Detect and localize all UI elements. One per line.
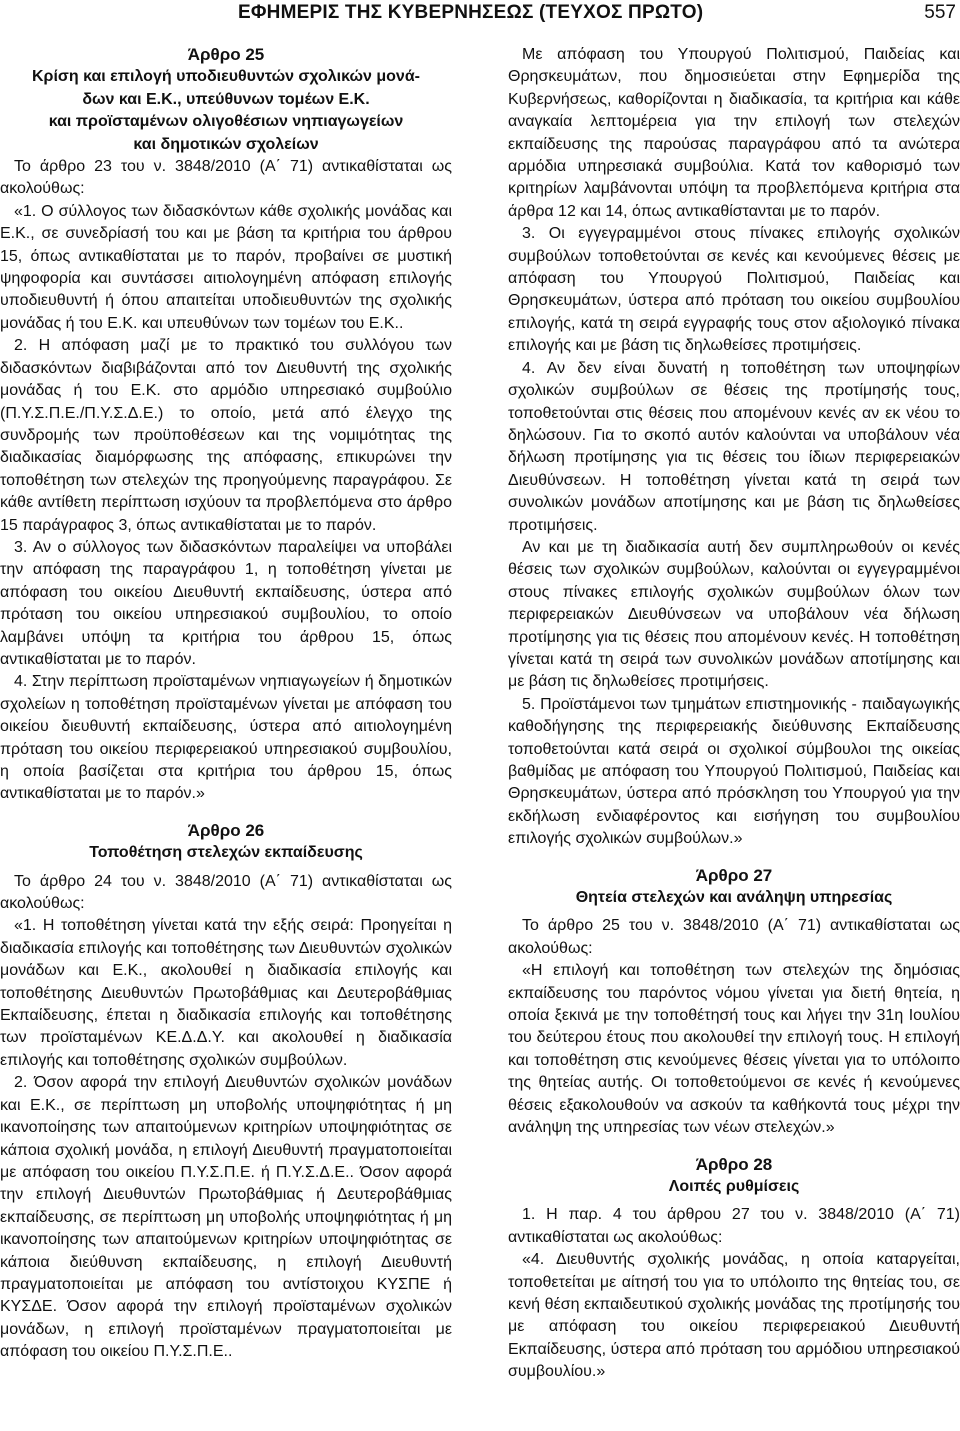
article-25-paragraph: 3. Αν ο σύλλογος των διδασκόντων παραλείψει να υποβάλει την απόφαση της παραγράφου 1, η τοποθέτηση γίνεται με απόφαση του οικείου Διευθυντή εκπαίδευσης, ύστερα από πρόταση του οικείου υπηρεσιακού συμβουλίου, το οποίο λαμβάνει υπόψη τα κριτήρια του άρθρου 15, όπως αντικαθίσταται με το παρόν.: [0, 538, 452, 668]
article-25-title-line: Κρίση και επιλογή υποδιευθυντών σχολικών μονά-: [32, 68, 420, 86]
article-28-intro: 1. Η παρ. 4 του άρθρου 27 του ν. 3848/2010 (Α΄ 71) αντικαθίσταται ως ακολούθως:: [508, 1206, 960, 1246]
left-column: [0, 44, 452, 1364]
article-25-number: Άρθρο 25: [187, 45, 265, 64]
article-28-title: Λοιπές ρυθμίσεις: [668, 1177, 800, 1195]
article-25-paragraph: 2. Η απόφαση μαζί με το πρακτικό του συλλόγου των διδασκόντων διαβιβάζονται από τον Διευθυντή της σχολικής μονάδας ή του Ε.Κ. στο αρμόδιο υπηρεσιακό συμβούλιο (Π.Υ.Σ.Π.Ε./Π.Υ.Σ.Δ.Ε.) το οποίο, μετά από έλεγχο της συνδρομής των προϋποθέσεων και της νομιμότητας της διαδικασίας διαμόρφωσης της απόφασης, επικυρώνει την τοποθέτηση των στελεχών της προηγούμενης παραγράφου. Σε κάθε αντίθετη περίπτωση ισχύουν τα προβλεπόμενα στο άρθρο 15 παράγραφος 3, όπως αντικαθίσταται με το παρόν.: [0, 337, 452, 534]
article-28-number: Άρθρο 28: [695, 1154, 773, 1174]
article-26-number: Άρθρο 26: [187, 820, 265, 840]
page-header: [0, 0, 960, 30]
continuation-paragraph: Αν και με τη διαδικασία αυτή δεν συμπληρωθούν οι κενές θέσεις των σχολικών συμβούλων, καλούνται οι εγγεγραμμένοι στους πίνακες επιλογής σχολικών συμβούλων όλων των περιφερειακών Διευθύνσεων να υποβάλουν νέα δήλωση προτίμησης για τις θέσεις που απομένουν κενές. Η τοποθέτηση γίνεται κατά τη σειρά των συνολικών μονάδων αποτίμησης και με βάση τις δηλωθείσες προτιμήσεις.: [508, 538, 960, 691]
article-26-intro: Το άρθρο 24 του ν. 3848/2010 (Α΄ 71) αντικαθίσταται ως ακολούθως:: [0, 872, 452, 913]
article-25-title-line: και δημοτικών σχολείων: [133, 135, 319, 153]
page-number: 557: [924, 2, 956, 23]
article-26-title: Τοποθέτηση στελεχών εκπαίδευσης: [89, 844, 363, 862]
right-column: [508, 44, 960, 1384]
article-25-title-line: δων και Ε.Κ., υπεύθυνων τομέων Ε.Κ.: [82, 90, 370, 108]
article-27-paragraph: «Η επιλογή και τοποθέτηση των στελεχών της δημόσιας εκπαίδευσης του παρόντος νόμου γίνεται για διετή θητεία, η οποία ξεκινά με την τοποθέτησή τους και λήγει την 31η Ιουλίου του δεύτερου έτους που ακολουθεί την επιλογή τους. Η επιλογή και τοποθέτηση στις κενούμενες θέσεις γίνεται για το υπόλοιπο της θητείας αυτής. Οι τοποθετούμενοι σε κενές ή κενούμενες θέσεις εξακολουθούν να ασκούν τα καθήκοντά τους μέχρι την ανάληψη της υπηρεσίας των νέων στελεχών.»: [508, 962, 960, 1137]
article-25-paragraph: «1. Ο σύλλογος των διδασκόντων κάθε σχολικής μονάδας και Ε.Κ., σε συνεδρίασή του και με βάση τα κριτήρια του άρθρου 15, όπως αντικαθίσταται με το παρόν, προβαίνει σε μυστική ψηφοφορία και συντάσσει αιτιολογημένη απόφαση επιλογής υποδιευθυντή ή όπου απαιτείται υποδιευθυντών της σχολικής μονάδας ή του Ε.Κ. και υπευθύνων των τομέων του Ε.Κ..: [0, 202, 452, 332]
article-25-paragraph: 4. Στην περίπτωση προϊσταμένων νηπιαγωγείων ή δημοτικών σχολείων η τοποθέτηση προϊσταμένων γίνεται με απόφαση του οικείου διευθυντή εκπαίδευσης, ύστερα από αιτιολογημένη πρόταση του οικείου περιφερειακού υπηρεσιακού συμβουλίου, η οποία βασίζεται στα κριτήρια του άρθρου 15, όπως αντικαθίσταται με το παρόν.»: [0, 673, 452, 803]
article-25-title-line: και προϊσταμένων ολιγοθέσιων νηπιαγωγείων: [48, 113, 404, 131]
article-27-number: Άρθρο 27: [695, 865, 773, 885]
article-28-paragraph: «4. Διευθυντής σχολικής μονάδας, η οποία καταργείται, τοποθετείται με αίτησή του για το υπόλοιπο της θητείας του, σε κενή θέση εκπαιδευτικού σχολικής μονάδας της προτίμησής του με απόφαση του οικείου περιφερειακού Διευθυντή Εκπαίδευσης, ύστερα από πρόταση του αρμόδιου υπηρεσιακού συμβουλίου.»: [508, 1251, 960, 1381]
continuation-paragraph: 3. Οι εγγεγραμμένοι στους πίνακες επιλογής σχολικών συμβούλων τοποθετούνται σε κενές και κενούμενες θέσεις με απόφαση του Υπουργού Πολιτισμού, Παιδείας και Θρησκευμάτων, ύστερα από πρόταση του οικείου συμβουλίου επιλογής, κατά τη σειρά εγγραφής τους στον αξιολογικό πίνακα επιλογής και με βάση τις δηλωθείσες προτιμήσεις.: [508, 225, 960, 355]
continuation-paragraph: 5. Προϊστάμενοι των τμημάτων επιστημονικής - παιδαγωγικής καθοδήγησης της περιφερειακής διεύθυνσης Εκπαίδευσης τοποθετούνται κατά σειρά οι σχολικοί σύμβουλοι της οικείας βαθμίδας με απόφαση του Υπουργού Πολιτισμού, Παιδείας και Θρησκευμάτων, ύστερα από πρόσκληση του Υπουργού για την εκδήλωση ενδιαφέροντος και εισήγηση του συμβουλίου επιλογής σχολικών συμβούλων.»: [508, 695, 960, 848]
article-25-intro: Το άρθρο 23 του ν. 3848/2010 (Α΄ 71) αντικαθίσταται ως ακολούθως:: [0, 158, 452, 198]
continuation-paragraph: 4. Αν δεν είναι δυνατή η τοποθέτηση των υποψηφίων σχολικών συμβούλων σε θέσεις της προτίμησής τους, τοποθετούνται στις θέσεις που απομένουν κενές αν εκ νέου το δηλώσουν. Για το σκοπό αυτόν καλούνται να υποβάλουν νέα δήλωση προτίμησης για τις θέσεις του ίδιων περιφερειακών Διευθύνσεων. Η τοποθέτηση γίνεται κατά τη σειρά των συνολικών μονάδων αποτίμησης και με βάση τις δηλωθείσες προτιμήσεις.: [508, 359, 960, 534]
article-26-paragraph: 2. Όσον αφορά την επιλογή Διευθυντών σχολικών μονάδων και Ε.Κ., σε περίπτωση μη υποβολής υποψηφιότητας ή μη ικανοποίησης των απαιτούμενων κριτηρίων υποψηφιότητας σε κάποια σχολική μονάδα, η επιλογή Διευθυντή πραγματοποιείται με απόφαση του οικείου Π.Υ.Σ.Π.Ε. ή Π.Υ.Σ.Δ.Ε.. Όσον αφορά την επιλογή Διευθυντών Πρωτοβάθμιας ή Δευτεροβάθμιας εκπαίδευσης, σε περίπτωση μη υποβολής υποψηφιότητας ή μη ικανοποίησης των απαιτούμενων κριτηρίων υποψηφιότητας σε κάποια διεύθυνση εκπαίδευσης, η επιλογή Διευθυντή πραγματοποιείται με απόφαση του αντίστοιχου ΚΥΣΠΕ ή ΚΥΣΔΕ. Όσον αφορά την επιλογή προϊσταμένων σχολικών μονάδων, η επιλογή προϊσταμένων πραγματοποιείται με απόφαση του οικείου Π.Υ.Σ.Π.Ε..: [0, 1074, 452, 1361]
continuation-paragraph: Με απόφαση του Υπουργού Πολιτισμού, Παιδείας και Θρησκευμάτων, που δημοσιεύεται στην Εφημερίδα της Κυβερνήσεως, καθορίζονται η διαδικασία, τα κριτήρια και κάθε αναγκαία λεπτομέρεια για την επιλογή των στελεχών εκπαίδευσης της παρούσας παραγράφου από τα ανώτερα αρμόδια υπηρεσιακά συμβούλια. Κατά τον καθορισμό των κριτηρίων λαμβάνονται υπόψη τα προβλεπόμενα κριτήρια στα άρθρα 12 και 14, όπως αντικαθίστανται με το παρόν.: [508, 46, 960, 220]
gazette-title: ΕΦΗΜΕΡΙΣ ΤΗΣ ΚΥΒΕΡΝΗΣΕΩΣ (ΤΕΥΧΟΣ ΠΡΩΤΟ): [238, 2, 704, 23]
article-27-title: Θητεία στελεχών και ανάληψη υπηρεσίας: [575, 889, 893, 907]
article-26-paragraph: «1. Η τοποθέτηση γίνεται κατά την εξής σειρά: Προηγείται η διαδικασία επιλογής και τοποθέτησης των Διευθυντών σχολικών μονάδων και Ε.Κ., ακολουθεί η διαδικασία επιλογής και τοποθέτησης Διευθυντών Πρωτοβάθμιας και Δευτεροβάθμιας Εκπαίδευσης, έπεται η διαδικασία επιλογής και τοποθέτησης των προϊσταμένων ΚΕ.Δ.Δ.Υ. και ακολουθεί η διαδικασία επιλογής και τοποθέτησης σχολικών συμβούλων.: [0, 917, 452, 1069]
article-27-intro: Το άρθρο 25 του ν. 3848/2010 (Α΄ 71) αντικαθίσταται ως ακολούθως:: [508, 917, 960, 957]
